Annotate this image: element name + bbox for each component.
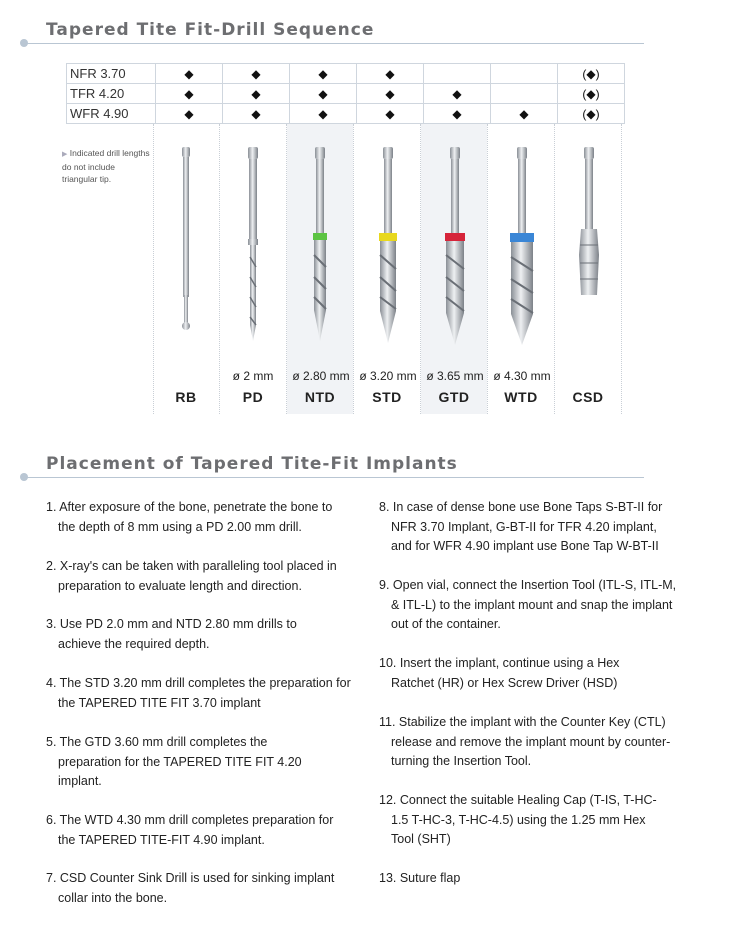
table-cell bbox=[491, 64, 558, 84]
table-cell: ◆ bbox=[290, 104, 357, 124]
table-cell: ◆ bbox=[357, 84, 424, 104]
table-cell: ◆ bbox=[424, 104, 491, 124]
list-item: 11. Stabilize the implant with the Counter Key (CTL) release and remove the implant mount by counter-turning the Insertion Tool. bbox=[379, 715, 671, 768]
drill-csd-image bbox=[575, 145, 603, 305]
table-cell: ◆ bbox=[290, 64, 357, 84]
table-cell: (◆) bbox=[558, 64, 625, 84]
title-divider bbox=[24, 43, 644, 44]
list-item: 2. X-ray's can be taken with paralleling tool placed in preparation to evaluate length and direction. bbox=[46, 559, 337, 593]
drill-code: RB bbox=[175, 389, 197, 405]
table-cell: ◆ bbox=[156, 64, 223, 84]
drill-std-image bbox=[374, 145, 402, 345]
table-cell: (◆) bbox=[558, 104, 625, 124]
list-item: 6. The WTD 4.30 mm drill completes preparation for the TAPERED TITE-FIT 4.90 implant. bbox=[46, 813, 334, 847]
note-marker-icon: ▶ bbox=[62, 151, 68, 158]
placement-title: Placement of Tapered Tite-Fit Implants bbox=[46, 454, 458, 474]
drill-ntd-image bbox=[307, 145, 333, 345]
drill-rb-image bbox=[174, 145, 198, 335]
list-item: 8. In case of dense bone use Bone Taps S-BT-II for NFR 3.70 Implant, G-BT-II for TFR 4.20 implant, and for WFR 4.90 implant use Bone Tap W-BT-II bbox=[379, 500, 663, 553]
list-item: 5. The GTD 3.60 mm drill completes the preparation for the TAPERED TITE FIT 4.20 implant. bbox=[46, 735, 302, 788]
title-divider bbox=[24, 477, 644, 478]
table-cell: ◆ bbox=[290, 84, 357, 104]
table-cell: ◆ bbox=[156, 84, 223, 104]
list-item: 13. Suture flap bbox=[379, 871, 461, 885]
drill-diameter: ø 3.65 mm bbox=[426, 369, 484, 383]
list-item: 7. CSD Counter Sink Drill is used for sinking implant collar into the bone. bbox=[46, 871, 335, 905]
table-cell: ◆ bbox=[223, 104, 290, 124]
drill-length-note bbox=[62, 147, 152, 185]
list-item: 10. Insert the implant, continue using a Hex Ratchet (HR) or Hex Screw Driver (HSD) bbox=[379, 656, 620, 690]
table-cell: ◆ bbox=[223, 64, 290, 84]
implant-label: NFR 3.70 bbox=[67, 64, 156, 84]
column-divider bbox=[153, 124, 154, 414]
note-text: Indicated drill lengths do not include triangular tip. bbox=[62, 148, 150, 184]
table-cell: ◆ bbox=[491, 104, 558, 124]
list-item: 9. Open vial, connect the Insertion Tool (ITL-S, ITL-M, & ITL-L) to the implant mount and snap the implant out of the container. bbox=[379, 578, 677, 631]
drill-diameter: ø 3.20 mm bbox=[359, 369, 417, 383]
drill-gtd-image bbox=[441, 145, 469, 345]
drill-code: NTD bbox=[304, 389, 336, 405]
table-cell bbox=[491, 84, 558, 104]
drill-diameter: ø 4.30 mm bbox=[493, 369, 551, 383]
drill-pd-image bbox=[241, 145, 265, 345]
table-cell bbox=[424, 64, 491, 84]
drill-code: CSD bbox=[572, 389, 604, 405]
table-cell: ◆ bbox=[424, 84, 491, 104]
column-divider bbox=[621, 124, 622, 414]
table-cell: (◆) bbox=[558, 84, 625, 104]
list-item: 4. The STD 3.20 mm drill completes the preparation for the TAPERED TITE FIT 3.70 implant bbox=[46, 676, 351, 710]
table-row bbox=[67, 104, 625, 124]
drill-code: PD bbox=[242, 389, 264, 405]
implant-label: WFR 4.90 bbox=[67, 104, 156, 124]
list-item: 12. Connect the suitable Healing Cap (T-IS, T-HC-1.5 T-HC-3, T-HC-4.5) using the 1.25 mm Hex Tool (SHT) bbox=[379, 793, 657, 846]
table-row bbox=[67, 84, 625, 104]
drill-code: GTD bbox=[438, 389, 470, 405]
drill-diameter: ø 2.80 mm bbox=[292, 369, 350, 383]
table-cell: ◆ bbox=[357, 104, 424, 124]
drill-compatibility-table bbox=[66, 63, 625, 124]
list-item: 1. After exposure of the bone, penetrate the bone to the depth of 8 mm using a PD 2.00 mm drill. bbox=[46, 500, 333, 534]
drill-wtd-image bbox=[507, 145, 537, 345]
drill-sequence-title: Tapered Tite Fit-Drill Sequence bbox=[46, 20, 375, 40]
implant-label: TFR 4.20 bbox=[67, 84, 156, 104]
table-cell: ◆ bbox=[156, 104, 223, 124]
table-cell: ◆ bbox=[223, 84, 290, 104]
list-item: 3. Use PD 2.0 mm and NTD 2.80 mm drills to achieve the required depth. bbox=[46, 617, 297, 651]
drill-code: WTD bbox=[504, 389, 538, 405]
table-cell: ◆ bbox=[357, 64, 424, 84]
table-row bbox=[67, 64, 625, 84]
drill-code: STD bbox=[372, 389, 402, 405]
drill-diameter: ø 2 mm bbox=[232, 369, 274, 383]
